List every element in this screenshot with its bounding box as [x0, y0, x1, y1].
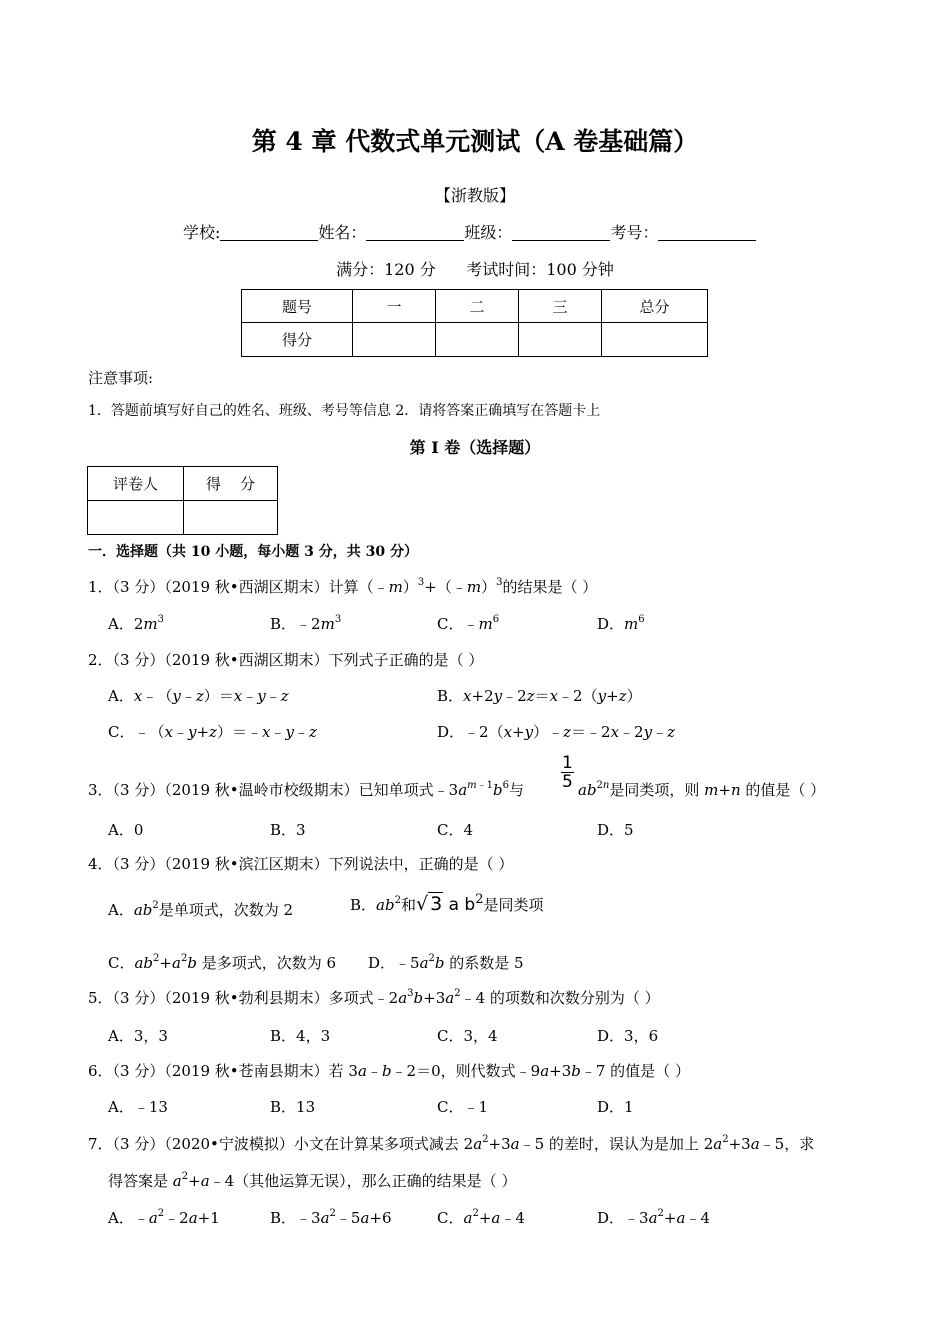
school-field[interactable]: [220, 224, 318, 241]
option-a[interactable]: A．0: [108, 821, 144, 839]
score-cell[interactable]: [436, 323, 519, 357]
name-label: 姓名：: [318, 223, 367, 242]
question-7-cont: 得答案是 $a^2+a﹣4$（其他运算无误），那么正确的结果是（ ）: [108, 1171, 517, 1190]
exam-info: 满分：120 分 考试时间：100 分钟: [336, 260, 614, 279]
option-b[interactable]: B．4，3: [270, 1027, 331, 1045]
page-title: 第 4 章 代数式单元测试（A 卷基础篇）: [251, 127, 699, 156]
notes-heading: 注意事项:: [88, 369, 154, 387]
option-a[interactable]: A．$2m^3$: [108, 614, 164, 633]
edition-label: 【浙教版】: [434, 186, 515, 205]
student-info-fields: [183, 220, 756, 243]
grader-cell[interactable]: [184, 501, 278, 535]
school-label: 学校:: [183, 223, 221, 242]
class-field[interactable]: [512, 224, 610, 241]
score-header: 总分: [602, 290, 708, 323]
question-3: 3．（3 分）（2019 秋•温岭市校级期末）已知单项式$﹣3a^{m﹣1}b^6$与: [88, 780, 525, 799]
score-row-label: 得分: [242, 323, 353, 357]
option-b[interactable]: B．$﹣2m^3$: [270, 614, 342, 633]
option-c[interactable]: C．﹣（x﹣y+z）＝﹣x﹣y﹣z: [108, 723, 317, 741]
score-table: [241, 289, 708, 357]
name-field[interactable]: [366, 224, 464, 241]
option-c[interactable]: C．$ab^2+a^2b$ 是多项式，次数为 6: [108, 953, 337, 972]
section-title: 一．选择题（共 10 小题，每小题 3 分，共 30 分）: [88, 544, 418, 560]
score-header: 题号: [242, 290, 353, 323]
notes-text: 1．答题前填写好自己的姓名、班级、考号等信息 2．请将答案正确填写在答题卡上: [88, 403, 601, 419]
score-header: 二: [436, 290, 519, 323]
grader-cell[interactable]: [88, 501, 184, 535]
sqrt-icon: √ 3: [415, 893, 443, 915]
question-5: 5．（3 分）（2019 秋•勃利县期末）多项式$﹣2a^3b+3a^2﹣4$ 的项数和次数分别为（ ）: [88, 988, 660, 1007]
class-label: 班级：: [464, 223, 513, 242]
option-b[interactable]: B．$ab^2$和√ 3 a $b^2$是同类项: [350, 892, 544, 915]
option-d[interactable]: D．﹣2（x+y）﹣z＝﹣2x﹣2y﹣z: [437, 723, 675, 741]
option-c[interactable]: C．$a^2+a﹣4$: [437, 1208, 525, 1227]
option-d[interactable]: D．1: [597, 1098, 634, 1116]
option-b[interactable]: B．x+2y﹣2z＝x﹣2（y+z）: [437, 687, 642, 705]
option-b[interactable]: B．3: [270, 821, 306, 839]
question-7: 7．（3 分）（2020•宁波模拟）小文在计算某多项式减去 $2a^2+3a﹣5$ 的差时，误认为是加上 $2a^2+3a﹣5$，求: [88, 1134, 815, 1153]
option-c[interactable]: C．$﹣m^6$: [437, 614, 500, 633]
option-d[interactable]: D．$﹣5a^2b$ 的系数是 5: [368, 953, 524, 972]
option-d[interactable]: D．$m^6$: [597, 614, 645, 633]
part-title: 第 I 卷（选择题）: [409, 438, 541, 457]
fraction-one-fifth: $\frac{1}{5}$: [562, 753, 573, 792]
score-cell[interactable]: [602, 323, 708, 357]
option-a[interactable]: A．$ab^2$是单项式，次数为 2: [108, 900, 294, 919]
option-d[interactable]: D．3，6: [597, 1027, 659, 1045]
option-a[interactable]: A．﹣13: [108, 1098, 168, 1116]
option-a[interactable]: A．x﹣（y﹣z）＝x﹣y﹣z: [108, 687, 289, 705]
option-b[interactable]: B．$﹣3a^2﹣5a+6$: [270, 1208, 392, 1227]
question-2: 2．（3 分）（2019 秋•西湖区期末）下列式子正确的是（ ）: [88, 651, 484, 669]
option-d[interactable]: D．5: [597, 821, 634, 839]
grader-table: [87, 466, 278, 535]
grader-header: 得 分: [184, 467, 278, 501]
option-c[interactable]: C．3，4: [437, 1027, 498, 1045]
option-a[interactable]: A．$﹣a^2﹣2a+1$: [108, 1208, 220, 1227]
grader-header: 评卷人: [88, 467, 184, 501]
question-3-rest: $ab^{2n}$是同类项，则 m+n 的值是（ ）: [578, 780, 826, 799]
score-header: 三: [519, 290, 602, 323]
exam-id-field[interactable]: [658, 224, 756, 241]
option-c[interactable]: C．4: [437, 821, 474, 839]
question-1: 1．（3 分）（2019 秋•西湖区期末）计算（﹣m）$^3$+（﹣m）$^3$的结果是（ ）: [88, 577, 598, 596]
option-c[interactable]: C．﹣1: [437, 1098, 489, 1116]
score-cell[interactable]: [519, 323, 602, 357]
option-b[interactable]: B．13: [270, 1098, 316, 1116]
score-header: 一: [353, 290, 436, 323]
option-a[interactable]: A．3，3: [108, 1027, 168, 1045]
question-4: 4．（3 分）（2019 秋•滨江区期末）下列说法中，正确的是（ ）: [88, 855, 514, 873]
score-cell[interactable]: [353, 323, 436, 357]
option-d[interactable]: D．$﹣3a^2+a﹣4$: [597, 1208, 710, 1227]
question-6: 6．（3 分）（2019 秋•苍南县期末）若 3a﹣b﹣2＝0，则代数式﹣9a+3b﹣7 的值是（ ）: [88, 1062, 690, 1080]
exam-id-label: 考号：: [610, 223, 659, 242]
